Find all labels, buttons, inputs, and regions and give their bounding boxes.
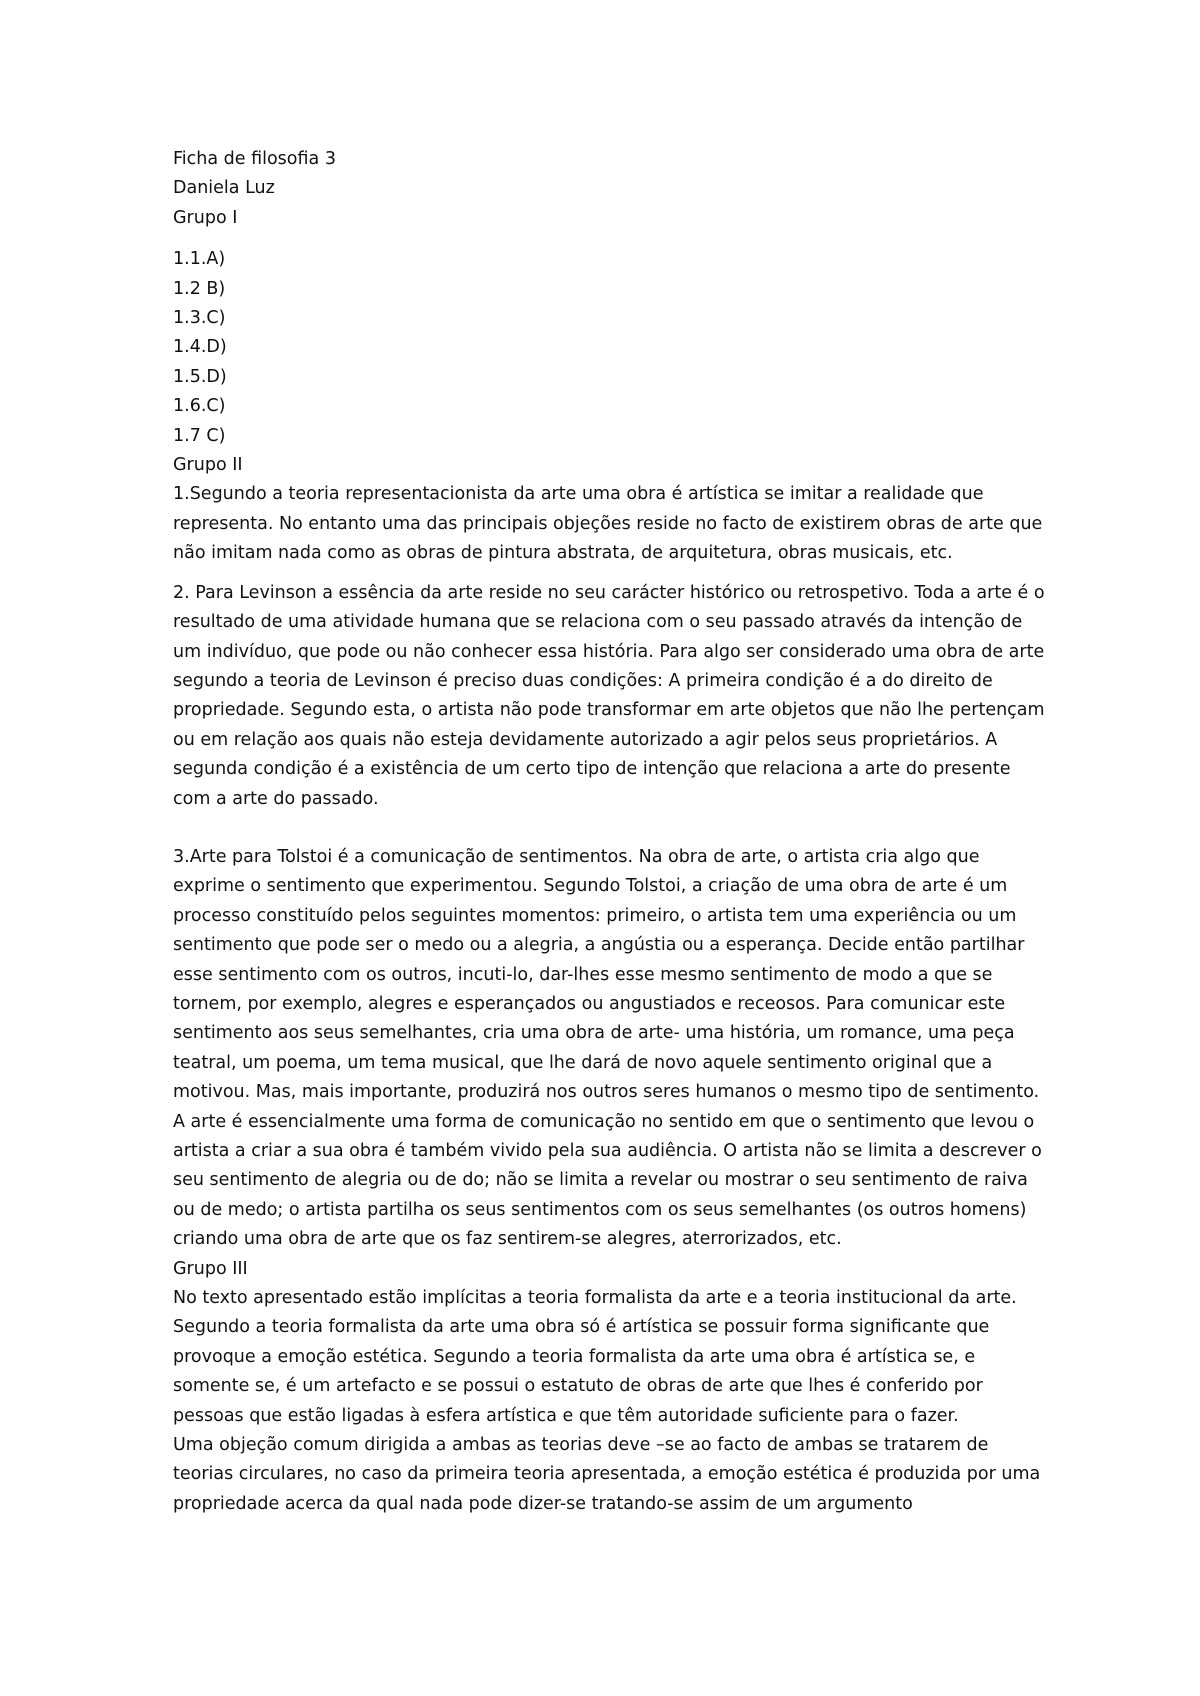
answer-item: 1.6.C) [173, 396, 226, 417]
answer-item: 1.4.D) [173, 337, 227, 358]
answer-item: 1.7 C) [173, 425, 226, 446]
document-body [173, 145, 1053, 1519]
answer-item: 1.5.D) [173, 366, 227, 387]
answer-item: 1.1.A) [173, 249, 226, 270]
grupo-2-answer-1: 1.Segundo a teoria representacionista da arte uma obra é artística se imitar a realidade que representa. No entanto uma das principais objeções reside no facto de existirem obras de arte que não imitam nada como as obras de pintura abstrata, de arquitetura, obras musicais, etc. [173, 484, 1043, 564]
document-title: Ficha de filosofia 3 [173, 149, 336, 169]
grupo-2-answer-2: 2. Para Levinson a essência da arte reside no seu carácter histórico ou retrospetivo. Toda a arte é o resultado de uma atividade humana que se relaciona com o seu passado através da intenção de um indivíduo, que pode ou não conhecer essa história. Para algo ser considerado uma obra de arte segundo a teoria de Levinson é preciso duas condições: A primeira condição é a do direito de propriedade. Segundo esta, o artista não pode transformar em arte objetos que não lhe pertençam ou em relação aos quais não esteja devidamente autorizado a agir pelos seus proprietários. A segunda condição é a existência de um certo tipo de intenção que relaciona a arte do presente com a arte do passado. [173, 582, 1045, 809]
grupo-2-heading: Grupo II [173, 455, 243, 476]
author-name: Daniela Luz [173, 178, 275, 199]
answer-item: 1.2 B) [173, 278, 226, 299]
answer-item: 1.3.C) [173, 308, 226, 329]
grupo-3-paragraph-2: Uma objeção comum dirigida a ambas as teorias deve –se ao facto de ambas se tratarem de teorias circulares, no caso da primeira teoria apresentada, a emoção estética é produzida por uma propriedade acerca da qual nada pode dizer-se tratando-se assim de um argumento [173, 1435, 1041, 1514]
grupo-3-heading: Grupo III [173, 1258, 248, 1279]
grupo-3-paragraph-1: No texto apresentado estão implícitas a teoria formalista da arte e a teoria institucional da arte. Segundo a teoria formalista da arte uma obra só é artística se possuir forma significante que provoque a emoção estética. Segundo a teoria formalista da arte uma obra é artística se, e somente se, é um artefacto e se possui o estatuto de obras de arte que lhes é conferido por pessoas que estão ligadas à esfera artística e que têm autoridade suficiente para o fazer. [173, 1288, 1017, 1426]
grupo-1-heading: Grupo I [173, 207, 238, 228]
grupo-2-answer-3: 3.Arte para Tolstoi é a comunicação de sentimentos. Na obra de arte, o artista cria algo que exprime o sentimento que experimentou. Segundo Tolstoi, a criação de uma obra de arte é um processo constituído pelos seguintes momentos: primeiro, o artista tem uma experiência ou um sentimento que pode ser o medo ou a alegria, a angústia ou a esperança. Decide então partilhar esse sentimento com os outros, incuti-lo, dar-lhes esse mesmo sentimento de modo a que se tornem, por exemplo, alegres e esperançados ou angustiados e receosos. Para comunicar este sentimento aos seus semelhantes, cria uma obra de arte- uma história, um romance, uma peça teatral, um poema, um tema musical, que lhe dará de novo aquele sentimento original que a motivou. Mas, mais importante, produzirá nos outros seres humanos o mesmo tipo de sentimento. A arte é essencialmente uma forma de comunicação no sentido em que o sentimento que levou o artista a criar a sua obra é também vivido pela sua audiência. O artista não se limita a descrever o seu sentimento de alegria ou de do; não se limita a revelar ou mostrar o seu sentimento de raiva ou de medo; o artista partilha os seus sentimentos com os seus semelhantes (os outros homens) criando uma obra de arte que os faz sentirem-se alegres, aterrorizados, etc. [173, 846, 1042, 1250]
